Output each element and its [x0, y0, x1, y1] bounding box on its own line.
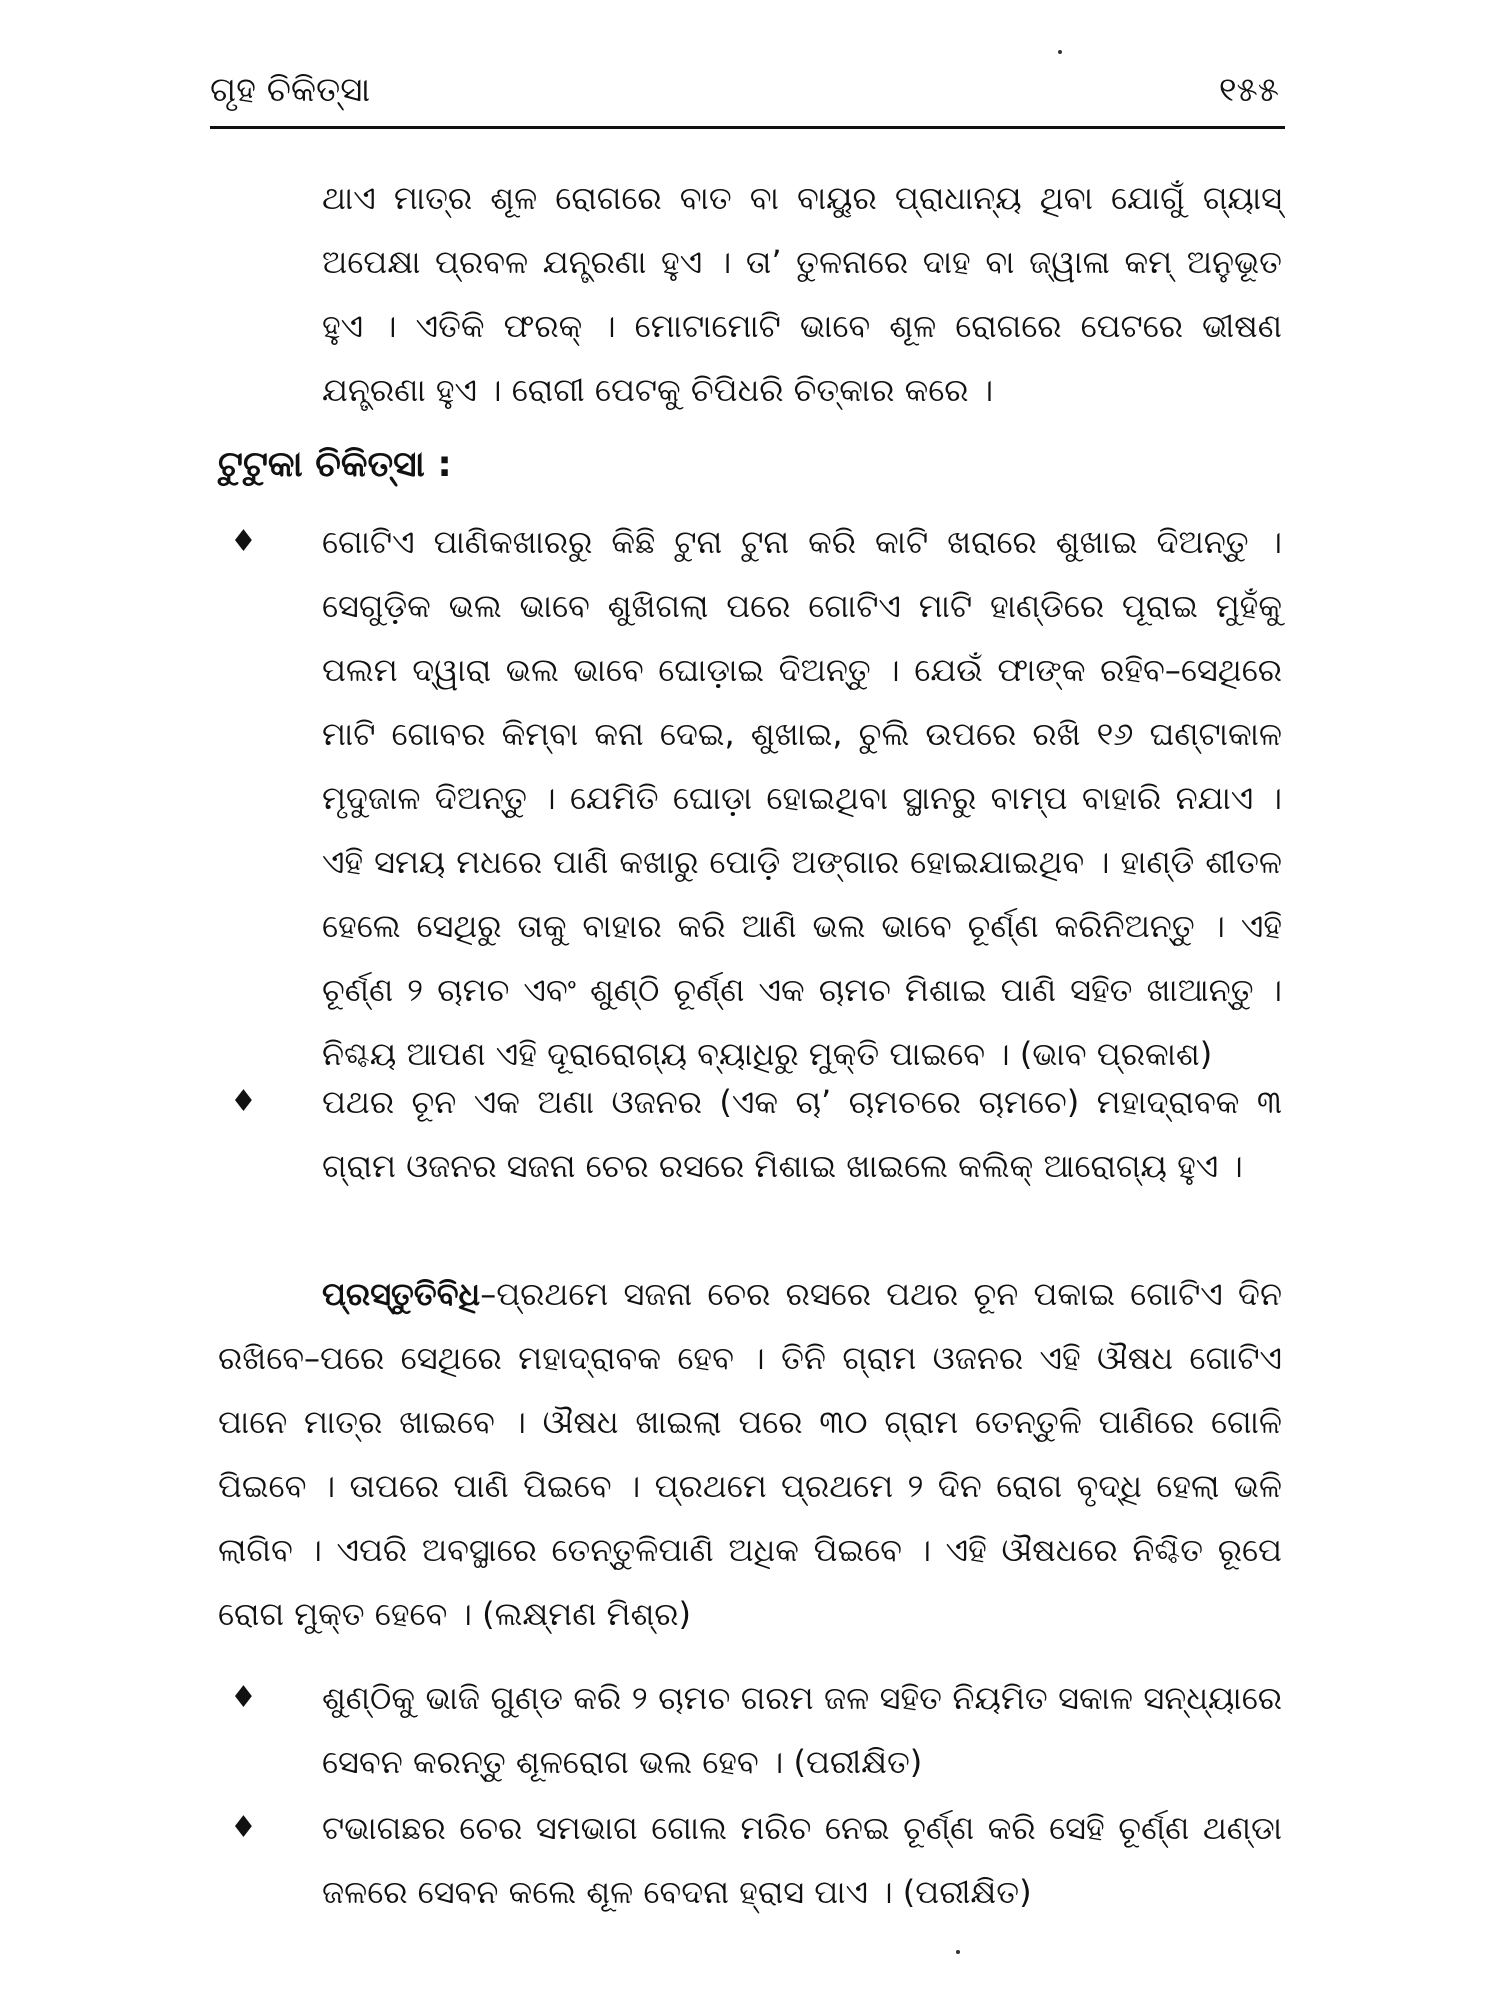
intro-paragraph: ଥାଏ ମାତ୍ର ଶୂଳ ରୋଗରେ ବାତ ବା ବାୟୁର ପ୍ରାଧାନ୍ୟ ଥିବା ଯୋଗୁଁ ଗ୍ୟାସ୍ ଅପେକ୍ଷା ପ୍ରବଳ ଯନ୍ତ୍ରଣା ହୁଏ । ତା’ ତୁଳନାରେ ଦାହ ବା ଜ୍ୱାଳା କମ୍ ଅନୁଭୂତ ହୁଏ । ଏତିକି ଫରକ୍ । ମୋଟାମୋଟି ଭାବେ ଶୂଳ ରୋଗରେ ପେଟରେ ଭୀଷଣ ଯନ୍ତ୍ରଣା ହୁଏ । ରୋଗୀ ପେଟକୁ ଚିପିଧରି ଚିତ୍କାର କରେ । — [322, 179, 1282, 409]
remedy-text: ପଥର ଚୂନ ଏକ ଅଣା ଓଜନର (ଏକ ଚା’ ଚାମଚରେ ଚାମଚେ) ମହାଦ୍ରାବକ ୩ ଗ୍ରାମ ଓଜନର ସଜନା ଚେର ରସରେ ମିଶାଇ ଖାଇଲେ କଲିକ୍ ଆରୋଗ୍ୟ ହୁଏ । — [322, 1083, 1282, 1185]
preparation-paragraph — [218, 1262, 1282, 1646]
running-title: ଗୃହ ଚିକିତ୍ସା — [210, 70, 371, 110]
bullet-diamond-icon: ♦ — [230, 1084, 257, 1119]
bullet-diamond-icon: ♦ — [230, 1680, 257, 1715]
remedy-text: ଟଭାଗଛର ଚେର ସମଭାଗ ଗୋଲ ମରିଚ ନେଇ ଚୂର୍ଣ୍ଣ କରି ସେହି ଚୂର୍ଣ୍ଣ ଥଣ୍ଡା ଜଳରେ ସେବନ କଲେ ଶୂଳ ବେଦନା ହ୍ରାସ ପାଏ । (ପରୀକ୍ଷିତ) — [322, 1809, 1282, 1911]
scan-speck — [956, 1950, 960, 1954]
scan-speck — [1058, 50, 1062, 54]
preparation-text: –ପ୍ରଥମେ ସଜନା ଚେର ରସରେ ପଥର ଚୂନ ପକାଇ ଗୋଟିଏ ଦିନ ରଖିବେ–ପରେ ସେଥିରେ ମହାଦ୍ରାବକ ହେବ । ତିନି ଗ୍ରାମ ଓଜନର ଏହି ଔଷଧ ଗୋଟିଏ ପାନେ ମାତ୍ର ଖାଇବେ । ଔଷଧ ଖାଇଲା ପରେ ୩୦ ଗ୍ରାମ ତେନ୍ତୁଳି ପାଣିରେ ଗୋଳି ପିଇବେ । ତାପରେ ପାଣି ପିଇବେ । ପ୍ରଥମେ ପ୍ରଥମେ ୨ ଦିନ ରୋଗ ବୃଦ୍ଧି ହେଲା ଭଳି ଲାଗିବ । ଏପରି ଅବସ୍ଥାରେ ତେନ୍ତୁଳିପାଣି ଅଧିକ ପିଇବେ । ଏହି ଔଷଧରେ ନିଶ୍ଚିତ ରୂପେ ରୋଗ ମୁକ୍ତ ହେବେ । (ଲକ୍ଷ୍ମଣ ମିଶ୍ର) — [218, 1275, 1282, 1633]
page-number: ୧୫୫ — [1218, 70, 1279, 110]
bullet-diamond-icon: ♦ — [230, 1810, 257, 1845]
bullet-diamond-icon: ♦ — [230, 524, 257, 559]
remedy-text: ଶୁଣ୍ଠିକୁ ଭାଜି ଗୁଣ୍ଡ କରି ୨ ଚାମଚ ଗରମ ଜଳ ସହିତ ନିୟମିତ ସକାଳ ସନ୍ଧ୍ୟାରେ ସେବନ କରନ୍ତୁ ଶୂଳରୋଗ ଭଲ ହେବ । (ପରୀକ୍ଷିତ) — [322, 1679, 1282, 1781]
section-heading: ଟୁଟୁକା ଚିକିତ୍ସା : — [218, 444, 452, 485]
running-header — [210, 66, 1285, 129]
remedy-text: ଗୋଟିଏ ପାଣିକଖାରରୁ କିଛି ଟୁନା ଟୁନା କରି କାଟି ଖରାରେ ଶୁଖାଇ ଦିଅନ୍ତୁ । ସେଗୁଡ଼ିକ ଭଲ ଭାବେ ଶୁଖିଗଲା ପରେ ଗୋଟିଏ ମାଟି ହାଣ୍ଡିରେ ପୂରାଇ ମୁହଁକୁ ପଲମ ଦ୍ୱାରା ଭଲ ଭାବେ ଘୋଡ଼ାଇ ଦିଅନ୍ତୁ । ଯେଉଁ ଫାଙ୍କ ରହିବ–ସେଥିରେ ମାଟି ଗୋବର କିମ୍ବା କନା ଦେଇ, ଶୁଖାଇ, ଚୁଲି ଉପରେ ରଖି ୧୬ ଘଣ୍ଟାକାଳ ମୃଦୁଜାଳ ଦିଅନ୍ତୁ । ଯେମିତି ଘୋଡ଼ା ହୋଇଥିବା ସ୍ଥାନରୁ ବାମ୍ପ ବାହାରି ନଯାଏ । ଏହି ସମୟ ମଧରେ ପାଣି କଖାରୁ ପୋଡ଼ି ଅଙ୍ଗାର ହୋଇଯାଇଥିବ । ହାଣ୍ଡି ଶୀତଳ ହେଲେ ସେଥିରୁ ତାକୁ ବାହାର କରି ଆଣି ଭଲ ଭାବେ ଚୂର୍ଣ୍ଣ କରିନିଅନ୍ତୁ । ଏହି ଚୂର୍ଣ୍ଣ ୨ ଚାମଚ ଏବଂ ଶୁଣ୍ଠି ଚୂର୍ଣ୍ଣ ଏକ ଚାମଚ ମିଶାଇ ପାଣି ସହିତ ଖାଆନ୍ତୁ । ନିଶ୍ଚୟ ଆପଣ ଏହି ଦୂରାରୋଗ୍ୟ ବ୍ୟାଧିରୁ ମୁକ୍ତି ପାଇବେ । (ଭାବ ପ୍ରକାଶ) — [322, 523, 1282, 1073]
preparation-lead-in: ପ୍ରସ୍ତୁତିବିଧି — [322, 1275, 481, 1313]
